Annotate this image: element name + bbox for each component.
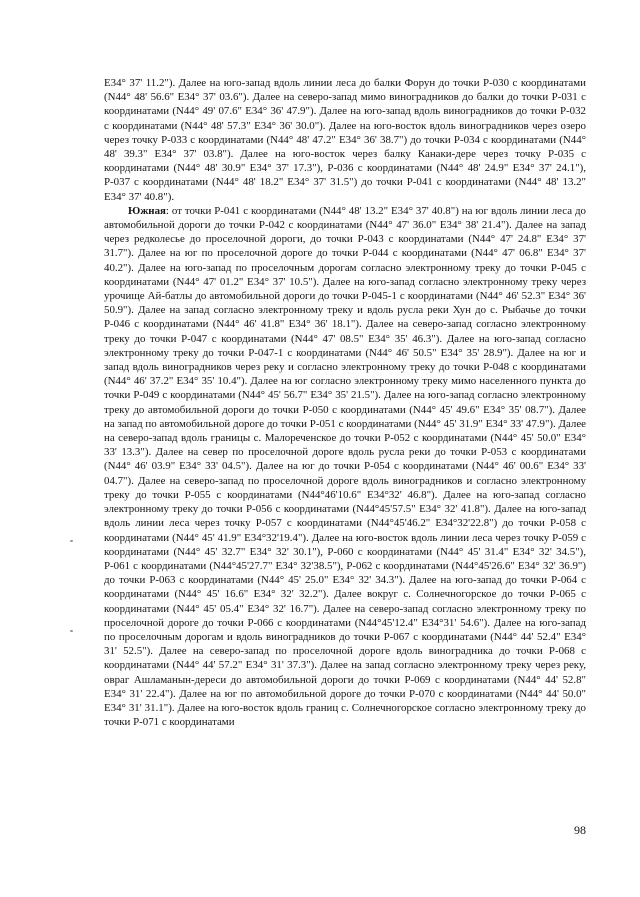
document-page	[104, 76, 586, 729]
section-label-southern: Южная	[128, 204, 166, 217]
paragraph-northern-continuation: E34° 37' 11.2"). Далее на юго-запад вдоль линии леса до балки Форун до точки Р-030 с координатами (N44° 48' 56.6" E34° 37' 03.6"). Далее на северо-запад мимо виноградников до балки до точки Р-031 с координатами (N44° 49' 07.6" E34° 36' 47.9"). Далее на юго-запад вдоль виноградников до точки Р-032 с координатами (N44° 48' 57.3" E34° 36' 30.0"). Далее на юго-восток вдоль виноградников через озеро через точку Р-033 с координатами (N44° 48' 47.2" E34° 36' 38.7") до точки Р-034 с координатами (N44° 48' 39.3" E34° 37' 03.8"). Далее на юго-восток через балку Канаки-дере через точку Р-035 с координатами (N44° 48' 30.9" E34° 37' 17.3"), Р-036 с координатами (N44° 48' 24.9" E34° 37' 24.1"), Р-037 с координатами (N44° 48' 18.2" E34° 37' 31.5") до точки Р-041 с координатами (N44° 48' 13.2" E34° 37' 40.8").	[104, 77, 586, 203]
scan-mark	[70, 540, 73, 542]
southern-boundary-text: : от точки Р-041 с координатами (N44° 48' 13.2" E34° 37' 40.8") на юг вдоль линии леса до автомобильной дороги до точки Р-042 с координатами (N44° 47' 36.0" E34° 38' 21.4"). Далее на запад через редколесье до проселочной дороги, до точки Р-043 с координатами (N44° 47' 24.8" E34° 37' 31.7"). Далее на юг по проселочной дороге до точки Р-044 с координатами (N44° 47' 06.8" E34° 37' 40.2"). Далее на юго-запад по проселочным дорогам согласно электронному треку до точки Р-045 с координатами (N44° 47' 01.2" E34° 37' 10.5"). Далее на юго-запад согласно электронному треку через урочище Ай-батлы до автомобильной дороги до точки Р-045-1 с координатами (N44° 46' 52.3" E34° 36' 50.9"). Далее на запад согласно электронному треку и вдоль русла реки Хун до с. Рыбачье до точки Р-046 с координатами (N44° 46' 41.8" E34° 36' 18.1"). Далее на северо-запад согласно электронному треку до точки Р-047 с координатами (N44° 47' 08.5" E34° 35' 46.3"). Далее на юго-запад согласно электронному треку до точки Р-047-1 с координатами (N44° 46' 50.5" E34° 35' 28.9"). Далее на юг и запад вдоль виноградников через реку и согласно электронному треку до точки Р-048 с координатами (N44° 46' 37.2" E34° 35' 10.4"). Далее на юг согласно электронному треку мимо населенного пункта до точки Р-049 с координатами (N44° 45' 56.7" E34° 35' 21.5"). Далее на юго-запад согласно электронному треку до автомобильной дороги до точки Р-050 с координатами (N44° 45' 49.6" E34° 35' 08.7"). Далее на запад по автомобильной дороге до точки Р-051 с координатами (N44° 45' 31.9" E34° 33' 47.9"). Далее на северо-запад вдоль границы с. Малореченское до точки Р-052 с координатами (N44° 45' 50.0" E34° 33' 13.3"). Далее на север по проселочной дороге вдоль русла реки до точки Р-053 с координатами (N44° 46' 03.9" E34° 33' 04.5"). Далее на юг до точки Р-054 с координатами (N44° 46' 00.6" E34° 33' 04.7"). Далее на северо-запад по проселочной дороге вдоль виноградников и согласно электронному треку до точки Р-055 с координатами (N44°46'10.6" E34°32' 46.8"). Далее на юго-запад согласно электронному треку до точки Р-056 с координатами (N44°45'57.5" E34° 32' 41.8"). Далее на юго-запад вдоль линии леса через точку Р-057 с координатами (N44°45'46.2" E34°32'22.8") до точки Р-058 с координатами (N44° 45' 41.9" E34°32'19.4"). Далее на юго-восток вдоль линии леса через точку Р-059 с координатами (N44° 45' 32.7" E34° 32' 30.1"), Р-060 с координатами (N44° 45' 31.4" E34° 32' 34.5"), Р-061 с координатами (N44°45'27.7" E34° 32'38.5"), Р-062 с координатами (N44°45'26.6" E34° 32' 36.9") до точки Р-063 с координатами (N44° 45' 25.0" E34° 32' 34.3"). Далее на юго-запад до точки Р-064 с координатами (N44° 45' 16.6" E34° 32' 32.2"). Далее вокруг с. Солнечногорское до точки Р-065 с координатами (N44° 45' 05.4" E34° 32' 16.7"). Далее на северо-запад согласно электронному треку по проселочной дороге до точки Р-066 с координатами (N44°45'12.4" E34°31' 54.6"). Далее на юго-запад по проселочным дорогам и вдоль виноградников до точки Р-067 с координатами (N44° 44' 52.4" E34° 31' 52.5"). Далее на северо-запад по проселочной дороге вдоль виноградника до точки Р-068 с координатами (N44° 44' 57.2" E34° 31' 37.3"). Далее на запад согласно электронному треку через реку, овраг Ашламанын-дереси до автомобильной дороги до точки Р-069 с координатами (N44° 44' 52.8" E34° 31' 22.4"). Далее на юг по автомобильной дороге до точки Р-070 с координатами (N44° 44' 50.0" E34° 31' 31.1"). Далее на юго-восток вдоль границ с. Солнечногорское согласно электронному треку до точки Р-071 с координатами	[104, 204, 586, 729]
page-number: 98	[574, 823, 586, 837]
paragraph-southern-boundary	[104, 204, 586, 730]
scan-mark	[70, 630, 73, 632]
